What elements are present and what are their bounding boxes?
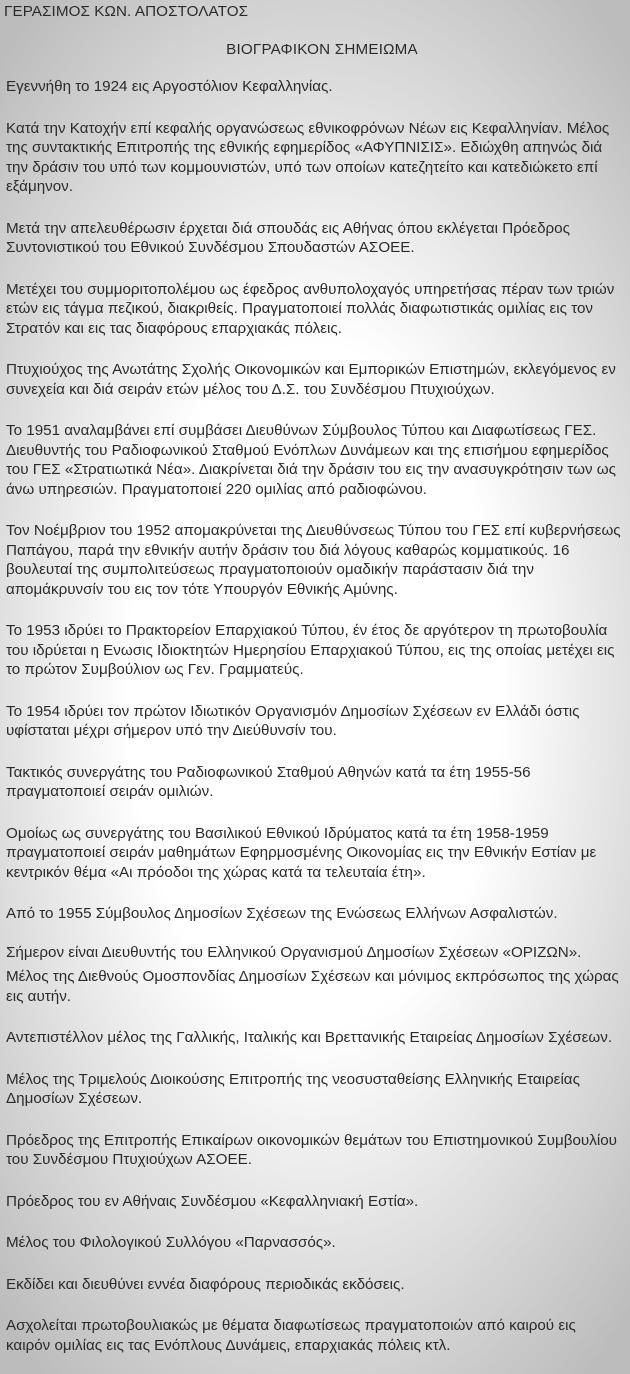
paragraph-studies: Μετά την απελευθέρωσιν έρχεται διά σπουδάς εις Αθήνας όπου εκλέγεται Πρόεδρος Συντονιστικού του Εθνικού Συνδέσμου Σπουδαστών ΑΣΟΕΕ. (6, 219, 570, 256)
paragraph-publications: Εκδίδει και διευθύνει εννέα διαφόρους περιοδικάς εκδόσεις. (6, 1275, 405, 1293)
paragraph-1951: Το 1951 αναλαμβάνει επί συμβάσει Διευθύνων Σύμβουλος Τύπου και Διαφωτίσεως ΓΕΣ. Διευθυντής του Ραδιοφωνικού Σταθμού Ενόπλων Δυνάμεων και της επισήμου εφημερίδος του ΓΕΣ «Στρατιωτικά Νέα». Διακρίνεται διά την δράσιν του εις την ανασυγκρότησιν των ως άνω υπηρεσιών. Πραγματοποιεί 220 ομιλίας από ραδιοφώνου. (6, 422, 616, 498)
paragraph-1952: Τον Νοέμβριον του 1952 απομακρύνεται της Διευθύνσεως Τύπου του ΓΕΣ επί κυβερνήσεως Παπάγου, παρά την εθνικήν αυτήν δράσιν του διά λόγους καθαρώς κομματικούς. 16 βουλευταί της συμπολιτεύσεως πραγματοποιούν ομαδικήν παράστασιν διά την απομάκρυνσίν του εις τον τότε Υπουργόν Εθνικής Αμύνης. (6, 522, 621, 598)
paragraph-degree: Πτυχιούχος της Ανωτάτης Σχολής Οικονομικών και Εμπορικών Επιστημών, εκλεγόμενος εν συνεχεία και διά σειράν ετών μέλος του Δ.Σ. του Συνδέσμου Πτυχιούχων. (6, 361, 616, 398)
paragraph-federation: Μέλος της Διεθνούς Ομοσπονδίας Δημοσίων Σχέσεων και μόνιμος εκπρόσωπος της χώρας εις αυτήν. (6, 968, 619, 1005)
paragraph-correspondent: Αντεπιστέλλον μέλος της Γαλλικής, Ιταλικής και Βρεττανικής Εταιρείας Δημοσίων Σχέσεων. (6, 1029, 613, 1046)
paragraph-birth: Εγεννήθη το 1924 εις Αργοστόλιον Κεφαλληνίας. (6, 78, 333, 95)
paragraph-foundation: Ομοίως ως συνεργάτης του Βασιλικού Εθνικού Ιδρύματος κατά τα έτη 1958-1959 πραγματοποιεί σειράν μαθημάτων Εφηρμοσμένης Οικονομίας εις την Εθνικήν Εστίαν με κεντρικόν θέμα «Αι πρόοδοι της χώρας κατά τα τελευταία έτη». (6, 824, 597, 881)
paragraph-radio: Τακτικός συνεργάτης του Ραδιοφωνικού Σταθμού Αθηνών κατά τα έτη 1955-56 πραγματοποιεί σειράν ομιλιών. (6, 763, 531, 800)
paragraph-1954: Το 1954 ιδρύει τον πρώτον Ιδιωτικόν Οργανισμόν Δημοσίων Σχέσεων εν Ελλάδι όστις υφίσταται μέχρι σήμερον υπό την Διεύθυνσίν του. (6, 702, 580, 739)
author-header: ΓΕΡΑΣΙΜΟΣ ΚΩΝ. ΑΠΟΣΤΟΛΑΤΟΣ (4, 3, 249, 20)
document-title: ΒΙΟΓΡΑΦΙΚΟΝ ΣΗΜΕΙΩΜΑ (226, 40, 418, 58)
paragraph-lectures: Ασχολείται πρωτοβουλιακώς με θέματα διαφωτίσεως πραγματοποιών από καιρού εις καιρόν ομιλίας εις τας Ενόπλους Δυνάμεις, επαρχιακάς πόλεις κτλ. (6, 1317, 576, 1354)
paragraph-1953: Το 1953 ιδρύει το Πρακτορείον Επαρχιακού Τύπου, έν έτος δε αργότερον τη πρωτοβουλία του ιδρύεται η Ενωσις Ιδιοκτητών Ημερησίου Επαρχιακού Τύπου, εις της οποίας μετέχει εις το πρώτον Συμβούλιον ως Γεν. Γραμματεύς. (6, 622, 615, 678)
paragraph-kefallinian-hearth: Πρόεδρος του εν Αθήναις Συνδέσμου «Κεφαλληνιακή Εστία». (6, 1192, 419, 1210)
paragraph-military: Μετέχει του συμμοριτοπολέμου ως έφεδρος ανθυπολοχαγός υπηρετήσας πέραν των τριών ετών εις τάγμα πεζικού, διακριθείς. Πραγματοποιεί πολλάς διαφωτιστικάς ομιλίας εις τον Στρατόν και εις τας διαφόρους επαρχιακάς πόλεις. (6, 280, 615, 337)
paragraph-occupation: Κατά την Κατοχήν επί κεφαλής οργανώσεως εθνικοφρόνων Νέων εις Κεφαλληνίαν. Μέλος της συντακτικής Επιτροπής της εθνικής εφημερίδος «ΑΦΥΠΝΙΣΙΣ». Εδιώχθη απηνώς διά την δράσιν του υπό των κομμουνιστών, υπό των οποίων κατεζητείτο και κατεδιώκετο επί εξάμηνον. (6, 119, 610, 195)
paragraph-orizon: Σήμερον είναι Διευθυντής του Ελληνικού Οργανισμού Δημοσίων Σχέσεων «ΟΡΙΖΩΝ». (6, 943, 582, 961)
paragraph-committee: Μέλος της Τριμελούς Διοικούσης Επιτροπής της νεοσυσταθείσης Ελληνικής Εταιρείας Δημοσίων Σχέσεων. (6, 1070, 580, 1107)
paragraph-parnassos: Μέλος του Φιλολογικού Συλλόγου «Παρνασσός». (6, 1234, 336, 1251)
paragraph-insurers: Από το 1955 Σύμβουλος Δημοσίων Σχέσεων της Ενώσεως Ελλήνων Ασφαλιστών. (6, 905, 558, 922)
paragraph-asoee-committee: Πρόεδρος της Επιτροπής Επικαίρων οικονομικών θεμάτων του Επιστημονικού Συμβουλίου του Συνδέσμου Πτυχιούχων ΑΣΟΕΕ. (6, 1131, 617, 1168)
